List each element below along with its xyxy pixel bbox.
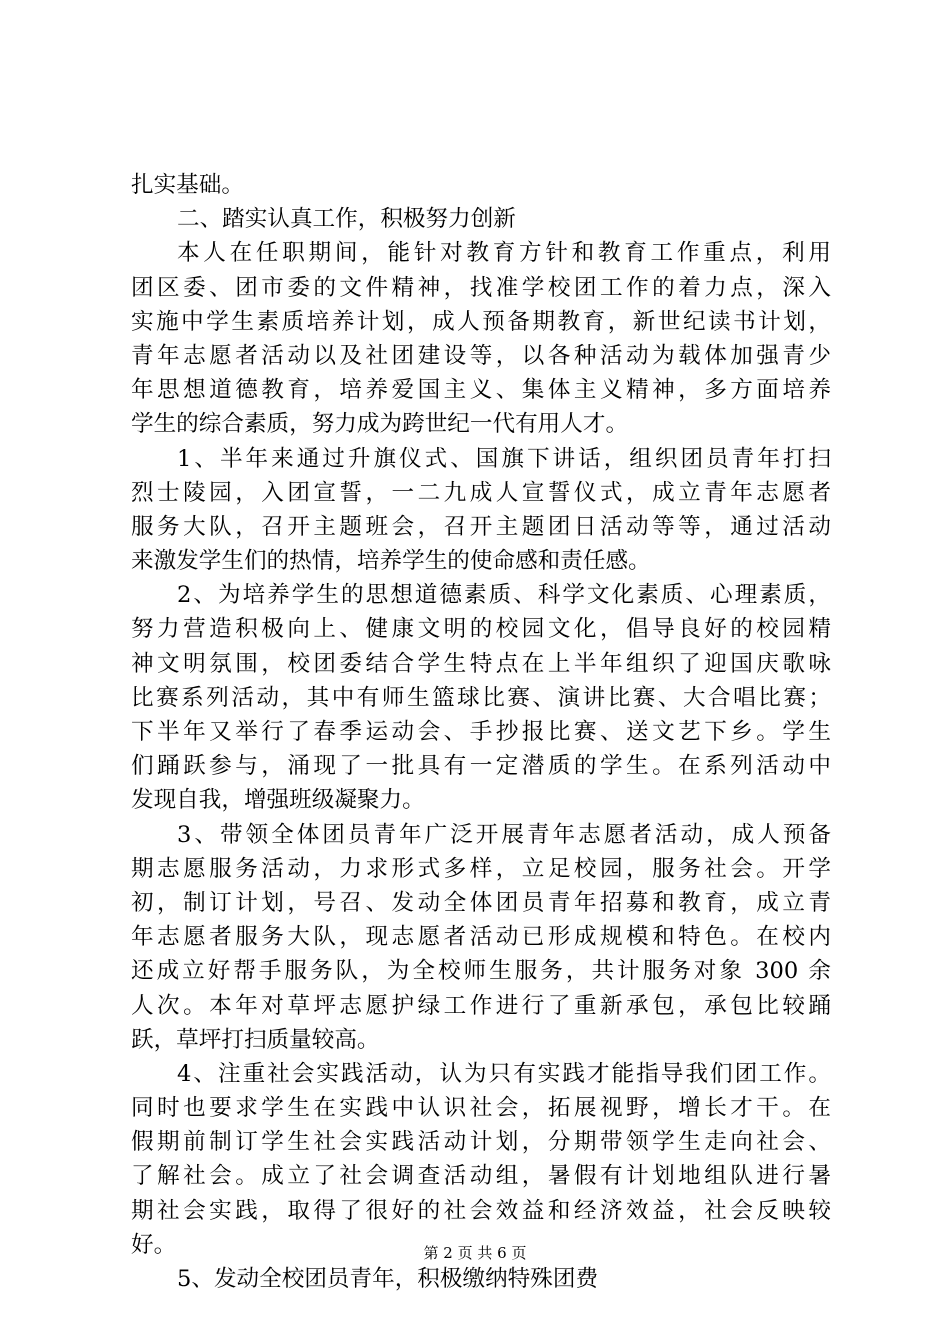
text-line: 了解社会。成立了社会调查活动组，暑假有计划地组队进行暑 <box>131 1163 831 1190</box>
text-line: 还成立好帮手服务队，为全校师生服务，共计服务对象 300 余 <box>131 958 831 985</box>
text-line: 下半年又举行了春季运动会、手抄报比赛、送文艺下乡。学生 <box>131 719 831 745</box>
text-line: 同时也要求学生在实践中认识社会，拓展视野，增长才干。在 <box>131 1095 831 1122</box>
text-line: 3、带领全体团员青年广泛开展青年志愿者活动，成人预备 <box>177 821 831 848</box>
text-line: 努力营造积极向上、健康文明的校园文化，倡导良好的校园精 <box>131 616 831 643</box>
text-line: 发现自我，增强班级凝聚力。 <box>131 787 425 814</box>
text-line: 5、发动全校团员青年，积极缴纳特殊团费 <box>177 1266 599 1292</box>
text-line: 假期前制订学生社会实践活动计划，分期带领学生走向社会、 <box>131 1129 831 1156</box>
text-line: 来激发学生们的热情，培养学生的使命感和责任感。 <box>131 548 651 575</box>
text-line: 人次。本年对草坪志愿护绿工作进行了重新承包，承包比较踊 <box>131 992 831 1019</box>
text-line: 们踊跃参与，涌现了一批具有一定潜质的学生。在系列活动中 <box>131 753 831 780</box>
text-line: 年志愿者服务大队，现志愿者活动已形成规模和特色。在校内 <box>131 924 831 951</box>
text-line: 1、半年来通过升旗仪式、国旗下讲话，组织团员青年打扫 <box>177 445 831 472</box>
text-line: 4、注重社会实践活动，认为只有实践才能指导我们团工作。 <box>177 1060 831 1087</box>
text-line: 扎实基础。 <box>131 172 244 198</box>
text-line: 烈士陵园，入团宣誓，一二九成人宣誓仪式，成立青年志愿者 <box>131 479 831 506</box>
text-line: 二、踏实认真工作，积极努力创新 <box>177 206 516 233</box>
text-line: 服务大队，召开主题班会，召开主题团日活动等等，通过活动 <box>131 513 831 540</box>
page-footer: 第 2 页 共 6 页 <box>423 1244 527 1262</box>
text-line: 跃，草坪打扫质量较高。 <box>131 1026 380 1053</box>
text-line: 期志愿服务活动，力求形式多样，立足校园，服务社会。开学 <box>131 855 831 882</box>
document-body <box>131 168 831 1296</box>
text-line: 2、为培养学生的思想道德素质、科学文化素质、心理素质， <box>177 582 831 609</box>
text-line: 实施中学生素质培养计划，成人预备期教育，新世纪读书计划， <box>131 308 831 335</box>
text-line: 比赛系列活动，其中有师生篮球比赛、演讲比赛、大合唱比赛； <box>131 684 831 711</box>
text-line: 好。 <box>131 1231 177 1258</box>
text-line: 神文明氛围，校团委结合学生特点在上半年组织了迎国庆歌咏 <box>131 650 831 677</box>
text-line: 期社会实践，取得了很好的社会效益和经济效益，社会反映较 <box>131 1197 831 1224</box>
text-line: 年思想道德教育，培养爱国主义、集体主义精神，多方面培养 <box>131 377 831 404</box>
text-line: 初，制订计划，号召、发动全体团员青年招募和教育，成立青 <box>131 889 831 916</box>
text-line: 团区委、团市委的文件精神，找准学校团工作的着力点，深入 <box>131 274 831 301</box>
text-line: 青年志愿者活动以及社团建设等，以各种活动为载体加强青少 <box>131 342 831 369</box>
text-line: 本人在任职期间，能针对教育方针和教育工作重点，利用 <box>177 240 831 267</box>
text-line: 学生的综合素质，努力成为跨世纪一代有用人才。 <box>131 411 629 438</box>
